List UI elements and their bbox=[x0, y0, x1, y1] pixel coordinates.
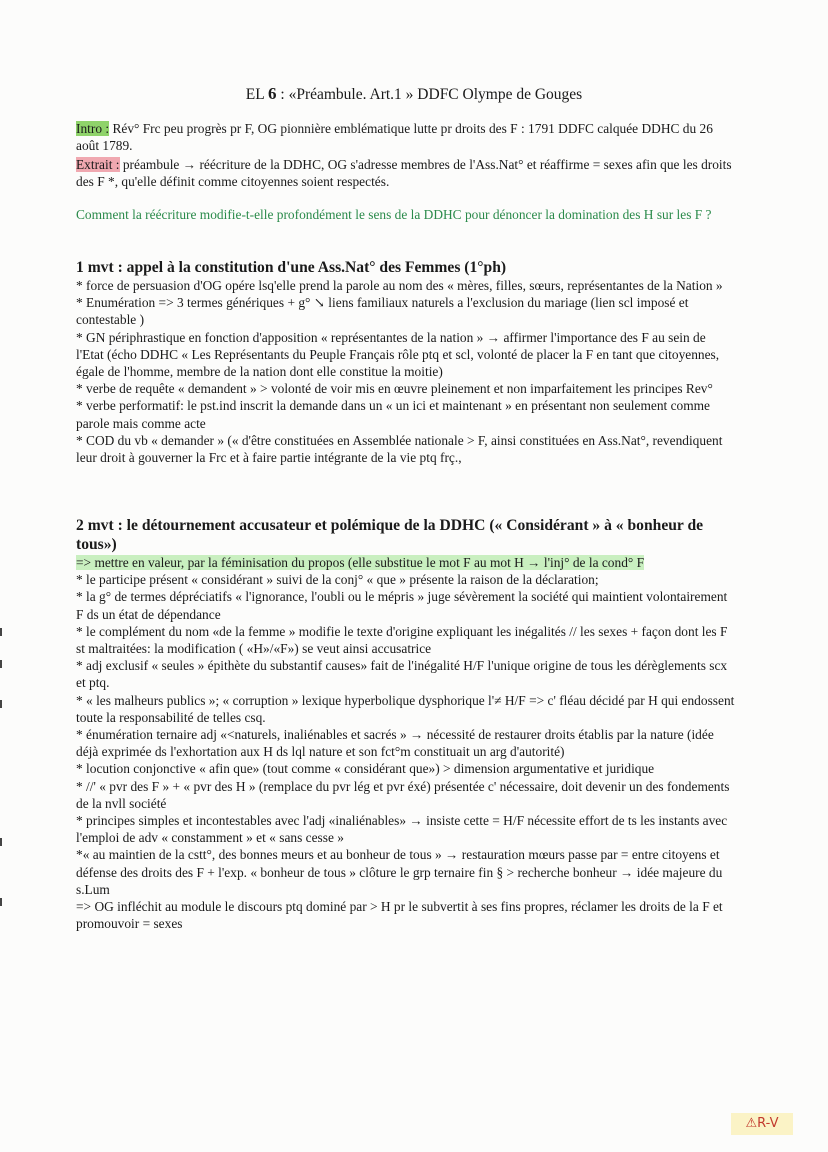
mvt1-line: * force de persuasion d'OG opére lsq'elle prend la parole au nom des « mères, filles, sœurs, représentantes de la Nation » bbox=[76, 278, 723, 293]
mvt2-line: *« au maintien de la cstt°, des bonnes meurs et au bonheur de tous » → restauration mœurs passe par = entre citoyens et défense des droits des F + l'exp. « bonheur de tous » clôture le grp ternaire fin § > recherche bonheur → idée majeure du s.Lum bbox=[76, 847, 723, 897]
title-text: : «Préambule. Art.1 » DDFC Olympe de Gouges bbox=[276, 86, 583, 103]
extrait-text: préambule → réécriture de la DDHC, OG s'adresse membres de l'Ass.Nat° et réaffirme = sexes afin que les droits des F *, qu'elle définit comme citoyennes soient respectés. bbox=[76, 157, 732, 190]
intro-text: Rév° Frc peu progrès pr F, OG pionnière emblématique lutte pr droits des F : 1791 DDFC calquée DDHC du 26 août 1789. bbox=[76, 121, 713, 154]
mvt2-highlight-text: => mettre en valeur, par la féminisation du propos (elle substitue le mot F au mot H → l'inj° de la cond° F bbox=[76, 555, 645, 570]
mvt2-line: * le complément du nom «de la femme » modifie le texte d'origine expliquant les inégalités // les sexes + façon dont les F st maltraitées: la modification ( «H»/«F») se veut ainsi accusatrice bbox=[76, 623, 728, 657]
mvt2-heading: 2 mvt : le détournement accusateur et polémique de la DDHC (« Considérant » à « bonheur de tous») bbox=[76, 517, 704, 553]
mvt2-line: * « les malheurs publics »; « corruption » lexique hyperbolique dysphorique l'≠ H/F => c' fléau décidé par H qui endossent toute la responsabilité de telles csq. bbox=[76, 692, 735, 725]
mvt1-line: * verbe performatif: le pst.ind inscrit la demande dans un « un ici et maintenant » en présentant non seulement comme parole mais comme acte bbox=[76, 398, 711, 431]
mvt2-line: * //' « pvr des F » + « pvr des H » (remplace du pvr lég et pvr éxé) présentée c' nécessaire, doit devenir un des fondements de la nvll société bbox=[76, 778, 730, 811]
mvt1-line: * verbe de requête « demandent » > volonté de voir mis en œuvre pleinement et non imparfaitement les principes Rev° bbox=[76, 381, 713, 397]
review-badge: ⚠R-V bbox=[731, 1113, 793, 1135]
mvt2-highlight-line bbox=[76, 554, 736, 571]
mvt1-line: * COD du vb « demander » (« d'être constituées en Assemblée nationale > F, ainsi constituées en Ass.Nat°, revendiquent leur droit à gouverner la Frc et à faire partie intégrante de la vie ptq frç., bbox=[76, 432, 723, 466]
intro-label: Intro : bbox=[76, 121, 110, 136]
problematique-question: Comment la réécriture modifie-t-elle profondément le sens de la DDHC pour dénoncer la domination des H sur les F ? bbox=[76, 207, 712, 222]
mvt1-line: * Enumération => 3 termes génériques + g° ↘ liens familiaux naturels a l'exclusion du mariage (lien scl imposé et contestable ) bbox=[76, 295, 689, 328]
mvt1-heading: 1 mvt : appel à la constitution d'une Ass.Nat° des Femmes (1°ph) bbox=[76, 259, 507, 276]
title-number: 6 bbox=[268, 84, 277, 103]
margin-mark bbox=[0, 628, 2, 636]
margin-mark bbox=[0, 838, 2, 846]
extrait-label: Extrait : bbox=[76, 157, 120, 172]
mvt2-line: => OG infléchit au module le discours ptq dominé par > H pr le subvertit à ses fins propres, réclamer les droits de la F et promouvoir = sexes bbox=[76, 899, 723, 932]
mvt2-line: * la g° de termes dépréciatifs « l'ignorance, l'oubli ou le mépris » juge sévèrement la société qui maintient volontairement F ds un état de dépendance bbox=[76, 589, 728, 622]
mvt2-line: * locution conjonctive « afin que» (tout comme « considérant que») > dimension argumentative et juridique bbox=[76, 761, 655, 777]
mvt1-section bbox=[76, 258, 736, 466]
margin-mark bbox=[0, 660, 2, 668]
margin-mark bbox=[0, 700, 2, 708]
mvt2-line: * principes simples et incontestables avec l'adj «inaliénables» → insiste cette = H/F nécessite effort de ts les instants avec l'emploi de adv « constamment » et « sans cesse » bbox=[76, 813, 728, 846]
mvt2-section bbox=[76, 516, 736, 932]
mvt2-line: * le participe présent « considérant » suivi de la conj° « que » présente la raison de la déclaration; bbox=[76, 572, 599, 588]
title-prefix: EL bbox=[245, 86, 265, 103]
mvt2-line: * adj exclusif « seules » épithète du substantif causes» fait de l'inégalité H/F l'unique origine de tous les dérèglements scx et ptq. bbox=[76, 658, 728, 691]
margin-mark bbox=[0, 898, 2, 906]
page-title bbox=[0, 84, 828, 104]
intro-paragraph bbox=[76, 120, 736, 154]
mvt1-line: * GN périphrastique en fonction d'apposition « représentantes de la nation » → affirmer l'importance des F au sein de l'Etat (écho DDHC « Les Représentants du Peuple Français rôle ptq et scl, volonté de placer la F en tant que citoyennes, égale de l'homme, membre de la nation dont elle constitue la moitie) bbox=[76, 329, 720, 380]
mvt2-line: * énumération ternaire adj «<naturels, inaliénables et sacrés » → nécessité de restaurer droits établis par la nature (idée déjà exprimée ds l'exhortation aux H ds lql nature et son fct°m constituait un arg d'autorité) bbox=[76, 727, 714, 760]
extrait-paragraph bbox=[76, 156, 736, 190]
